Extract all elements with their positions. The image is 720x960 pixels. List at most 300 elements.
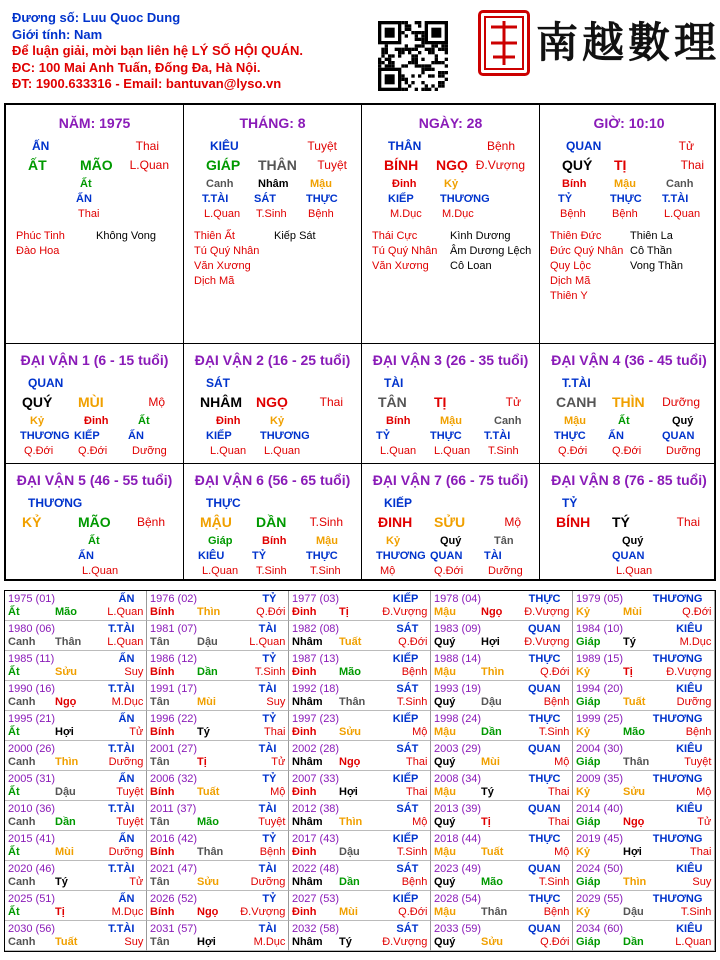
year-can: Bính bbox=[150, 666, 175, 678]
star-left: Thiên Y bbox=[550, 290, 588, 302]
hidden-can: Mậu bbox=[310, 178, 332, 190]
year-cell bbox=[5, 891, 147, 921]
year-label: 1993 (19) bbox=[434, 683, 482, 695]
header-line: Để luận giải, mời bạn liên hệ LÝ SỐ HỘI QUÁN. bbox=[12, 43, 303, 58]
year-label: 2012 (38) bbox=[292, 803, 340, 815]
hidden-state: Thai bbox=[78, 208, 100, 220]
year-chi: Mùi bbox=[623, 606, 642, 618]
year-state: Dưỡng bbox=[108, 756, 144, 768]
year-label: 1990 (16) bbox=[8, 683, 56, 695]
year-can: Ất bbox=[8, 846, 20, 858]
year-can: Kỷ bbox=[576, 666, 591, 678]
dv-hidden-can: Tân bbox=[494, 535, 514, 547]
year-state: L.Quan bbox=[107, 636, 144, 648]
hidden-thap: THỰC bbox=[306, 193, 338, 205]
year-label: 1984 (10) bbox=[576, 623, 624, 635]
star-right: Kiếp Sát bbox=[274, 230, 316, 242]
year-state: Suy bbox=[692, 876, 712, 888]
year-label: 2034 (60) bbox=[576, 923, 624, 935]
year-state: Suy bbox=[266, 696, 286, 708]
year-state: Tuyệt bbox=[684, 756, 712, 768]
year-label: 2006 (32) bbox=[150, 773, 198, 785]
hidden-thap: T.TÀI bbox=[202, 193, 229, 205]
dv-hidden-state: Dưỡng bbox=[132, 445, 167, 457]
year-chi: Sửu bbox=[339, 726, 362, 738]
year-can: Nhâm bbox=[292, 696, 323, 708]
year-can: Mậu bbox=[434, 726, 456, 738]
year-thap: KIÊU bbox=[676, 923, 703, 935]
year-state: Đ.Vượng bbox=[382, 606, 428, 618]
year-cell bbox=[5, 681, 147, 711]
dv-hidden-thap: ẤN bbox=[128, 430, 144, 442]
daivan-top: T.TÀI bbox=[562, 376, 591, 390]
year-state: T.Sinh bbox=[254, 666, 286, 678]
year-thap: KIẾP bbox=[392, 893, 419, 905]
year-chi: Dậu bbox=[623, 906, 644, 918]
year-can: Ất bbox=[8, 906, 20, 918]
year-can: Mậu bbox=[434, 906, 456, 918]
year-state: M.Dục bbox=[111, 696, 144, 708]
year-state: Q.Đới bbox=[256, 606, 286, 618]
daivan-title: ĐẠI VẬN 1 (6 - 15 tuổi) bbox=[20, 352, 169, 368]
year-label: 2016 (42) bbox=[150, 833, 198, 845]
star-right: Kình Dương bbox=[450, 230, 511, 242]
daivan-2 bbox=[184, 464, 362, 579]
year-can: Đinh bbox=[292, 666, 317, 678]
year-can: Canh bbox=[8, 936, 36, 948]
year-table bbox=[4, 590, 716, 952]
year-chi: Thân bbox=[481, 906, 508, 918]
year-thap: KIÊU bbox=[676, 863, 703, 875]
year-thap: T.TÀI bbox=[108, 863, 135, 875]
year-can: Canh bbox=[8, 696, 36, 708]
year-label: 1981 (07) bbox=[150, 623, 198, 635]
year-thap: KIẾP bbox=[392, 773, 419, 785]
hidden-state: Bệnh bbox=[308, 208, 334, 220]
pillar-4 bbox=[540, 105, 718, 343]
year-chi: Dậu bbox=[481, 696, 502, 708]
hidden-thap: ẤN bbox=[76, 193, 92, 205]
daivan-chi: MÃO bbox=[78, 514, 111, 530]
dv-hidden-can: Quý bbox=[622, 535, 644, 547]
year-state: M.Dục bbox=[679, 636, 712, 648]
year-label: 2011 (37) bbox=[150, 803, 197, 815]
hidden-state: T.Sinh bbox=[256, 208, 287, 220]
year-can: Mậu bbox=[434, 666, 456, 678]
year-state: M.Dục bbox=[111, 906, 144, 918]
year-thap: TÀI bbox=[258, 683, 277, 695]
year-thap: TÀI bbox=[258, 923, 277, 935]
hidden-state: Bệnh bbox=[612, 208, 638, 220]
year-can: Kỷ bbox=[576, 906, 591, 918]
year-thap: ẤN bbox=[118, 713, 135, 725]
year-state: Bệnh bbox=[401, 666, 428, 678]
daivan-state: Thai bbox=[676, 515, 700, 529]
year-label: 2033 (59) bbox=[434, 923, 482, 935]
dv-hidden-state: L.Quan bbox=[202, 565, 239, 577]
year-thap: KIÊU bbox=[676, 683, 703, 695]
dv-hidden-thap: TÀI bbox=[484, 550, 502, 562]
dv-hidden-thap: THỰC bbox=[306, 550, 338, 562]
year-cell bbox=[573, 711, 715, 741]
year-state: T.Sinh bbox=[538, 876, 570, 888]
year-cell bbox=[573, 831, 715, 861]
year-state: Tuyệt bbox=[116, 816, 144, 828]
pillar-chi-state: L.Quan bbox=[129, 158, 169, 172]
dv-hidden-state: Q.Đới bbox=[24, 445, 54, 457]
daivan-top: THỰC bbox=[206, 496, 241, 510]
dv-hidden-thap: QUAN bbox=[662, 430, 695, 442]
year-can: Nhâm bbox=[292, 756, 323, 768]
year-chi: Hợi bbox=[197, 936, 216, 948]
year-label: 2025 (51) bbox=[8, 893, 56, 905]
year-state: L.Quan bbox=[675, 936, 712, 948]
year-cell bbox=[573, 801, 715, 831]
header-line: ĐT: 1900.633316 - Email: bantuvan@lyso.vn bbox=[12, 76, 282, 91]
year-chi: Dần bbox=[623, 936, 644, 948]
year-thap: QUAN bbox=[528, 743, 561, 755]
year-thap: TỶ bbox=[262, 713, 277, 725]
dv-hidden-thap: KIẾP bbox=[206, 430, 232, 442]
year-can: Giáp bbox=[576, 936, 601, 948]
year-cell bbox=[289, 801, 431, 831]
year-chi: Thân bbox=[55, 636, 82, 648]
dv-hidden-can: Quý bbox=[440, 535, 462, 547]
year-can: Canh bbox=[8, 876, 36, 888]
daivan-state: Thai bbox=[319, 395, 343, 409]
year-state: T.Sinh bbox=[396, 846, 428, 858]
year-state: Tuyệt bbox=[116, 786, 144, 798]
pillar-top-state: Tuyệt bbox=[307, 139, 337, 153]
year-cell bbox=[431, 831, 573, 861]
year-can: Nhâm bbox=[292, 636, 323, 648]
year-cell bbox=[289, 891, 431, 921]
year-thap: SÁT bbox=[396, 743, 419, 755]
year-label: 2007 (33) bbox=[292, 773, 340, 785]
dv-hidden-can: Quý bbox=[672, 415, 694, 427]
year-cell bbox=[573, 861, 715, 891]
year-label: 1987 (13) bbox=[292, 653, 340, 665]
daivan-can: TÂN bbox=[378, 394, 407, 410]
dv-hidden-state: Dưỡng bbox=[488, 565, 523, 577]
year-cell bbox=[431, 681, 573, 711]
daivan-can: ĐINH bbox=[378, 514, 413, 530]
daivan-can: MẬU bbox=[200, 514, 232, 530]
year-thap: THỰC bbox=[528, 713, 561, 725]
pillar-title: NGÀY: 28 bbox=[418, 115, 483, 131]
year-label: 2013 (39) bbox=[434, 803, 482, 815]
year-chi: Dần bbox=[339, 876, 360, 888]
seal-stamp bbox=[478, 10, 530, 76]
year-label: 2026 (52) bbox=[150, 893, 198, 905]
daivan-2 bbox=[184, 344, 362, 463]
dv-hidden-state: T.Sinh bbox=[488, 445, 519, 457]
year-can: Bính bbox=[150, 846, 175, 858]
dv-hidden-state: T.Sinh bbox=[256, 565, 287, 577]
star-left: Đào Hoa bbox=[16, 245, 60, 257]
year-cell bbox=[5, 771, 147, 801]
year-thap: TỶ bbox=[262, 773, 277, 785]
dv-hidden-thap: THƯƠNG bbox=[376, 550, 426, 562]
year-thap: THỰC bbox=[528, 833, 561, 845]
year-cell bbox=[431, 741, 573, 771]
dv-hidden-can: Mậu bbox=[564, 415, 586, 427]
year-can: Đinh bbox=[292, 846, 317, 858]
dv-hidden-state: Dưỡng bbox=[666, 445, 701, 457]
daivan-4 bbox=[540, 344, 718, 463]
year-cell bbox=[5, 591, 147, 621]
year-state: Mộ bbox=[696, 786, 712, 798]
dv-hidden-thap: THỰC bbox=[430, 430, 462, 442]
pillar-top-thap: KIÊU bbox=[210, 139, 239, 153]
daivan-chi: DẦN bbox=[256, 514, 287, 530]
year-cell bbox=[289, 621, 431, 651]
year-thap: TÀI bbox=[258, 743, 277, 755]
year-thap: ẤN bbox=[118, 593, 135, 605]
year-chi: Tý bbox=[339, 936, 352, 948]
daivan-state: Tử bbox=[505, 395, 521, 409]
year-state: Đ.Vượng bbox=[524, 636, 570, 648]
year-thap: QUAN bbox=[528, 683, 561, 695]
year-state: Q.Đới bbox=[540, 666, 570, 678]
year-label: 2000 (26) bbox=[8, 743, 56, 755]
year-cell bbox=[289, 651, 431, 681]
dv-hidden-can: Kỷ bbox=[270, 415, 285, 427]
year-cell bbox=[431, 711, 573, 741]
dv-hidden-state: Q.Đới bbox=[78, 445, 108, 457]
year-state: Đ.Vượng bbox=[382, 936, 428, 948]
year-label: 1975 (01) bbox=[8, 593, 56, 605]
star-left: Tú Quý Nhân bbox=[372, 245, 438, 257]
hidden-thap: TỶ bbox=[558, 193, 573, 205]
star-left: Văn Xương bbox=[372, 260, 429, 272]
year-chi: Thìn bbox=[197, 606, 221, 618]
year-thap: THƯƠNG bbox=[652, 833, 703, 845]
pillar-chi: MÃO bbox=[80, 157, 113, 173]
star-right: Không Vong bbox=[96, 230, 156, 242]
year-can: Quý bbox=[434, 936, 456, 948]
pillar-title: GIỜ: 10:10 bbox=[593, 115, 665, 131]
year-thap: KIẾP bbox=[392, 833, 419, 845]
daivan-chi: SỬU bbox=[434, 514, 466, 530]
star-left: Đức Quý Nhân bbox=[550, 245, 624, 257]
year-state: Thai bbox=[689, 846, 712, 858]
star-right: Âm Dương Lệch bbox=[450, 245, 532, 257]
year-cell bbox=[573, 921, 715, 951]
year-label: 2005 (31) bbox=[8, 773, 56, 785]
pillar-title: THÁNG: 8 bbox=[239, 115, 306, 131]
star-right: Thiên La bbox=[630, 230, 673, 242]
year-cell bbox=[431, 591, 573, 621]
year-label: 2031 (57) bbox=[150, 923, 198, 935]
year-thap: QUAN bbox=[528, 863, 561, 875]
year-cell bbox=[147, 741, 289, 771]
daivan-chi: TÝ bbox=[612, 514, 630, 530]
year-label: 1997 (23) bbox=[292, 713, 340, 725]
year-state: Tử bbox=[129, 876, 144, 888]
year-cell bbox=[289, 681, 431, 711]
year-can: Tân bbox=[150, 756, 170, 768]
year-can: Kỷ bbox=[576, 786, 591, 798]
year-cell bbox=[431, 771, 573, 801]
year-state: Thai bbox=[547, 816, 570, 828]
year-state: Q.Đới bbox=[398, 906, 428, 918]
year-cell bbox=[289, 591, 431, 621]
hidden-state: L.Quan bbox=[204, 208, 241, 220]
year-thap: THỰC bbox=[528, 773, 561, 785]
dv-hidden-state: L.Quan bbox=[434, 445, 471, 457]
dv-hidden-can: Kỷ bbox=[386, 535, 401, 547]
daivan-state: T.Sinh bbox=[309, 515, 343, 529]
year-label: 2022 (48) bbox=[292, 863, 340, 875]
year-cell bbox=[573, 771, 715, 801]
year-chi: Hợi bbox=[55, 726, 74, 738]
year-chi: Thân bbox=[197, 846, 224, 858]
year-chi: Thìn bbox=[623, 876, 647, 888]
daivan-title: ĐẠI VẬN 8 (76 - 85 tuổi) bbox=[551, 472, 707, 488]
dv-hidden-state: L.Quan bbox=[210, 445, 247, 457]
year-chi: Hợi bbox=[481, 636, 500, 648]
pillar-top-thap: ẤN bbox=[32, 139, 50, 153]
year-label: 2002 (28) bbox=[292, 743, 340, 755]
year-label: 1989 (15) bbox=[576, 653, 624, 665]
year-state: Q.Đới bbox=[398, 636, 428, 648]
star-left: Tú Quý Nhân bbox=[194, 245, 260, 257]
daivan-chi: NGỌ bbox=[256, 394, 288, 410]
year-cell bbox=[147, 891, 289, 921]
year-thap: T.TÀI bbox=[108, 803, 135, 815]
year-state: T.Sinh bbox=[538, 726, 570, 738]
daivan-title: ĐẠI VẬN 6 (56 - 65 tuổi) bbox=[194, 472, 351, 488]
pillar-top-state: Bệnh bbox=[486, 139, 515, 153]
dv-hidden-can: Ất bbox=[88, 535, 100, 547]
star-left: Quy Lộc bbox=[550, 260, 591, 272]
year-thap: QUAN bbox=[528, 803, 561, 815]
year-can: Bính bbox=[150, 786, 175, 798]
year-thap: SÁT bbox=[396, 923, 419, 935]
daivan-3 bbox=[362, 464, 540, 579]
year-thap: T.TÀI bbox=[108, 923, 135, 935]
dv-hidden-thap: THỰC bbox=[554, 430, 586, 442]
year-cell bbox=[431, 861, 573, 891]
year-cell bbox=[573, 621, 715, 651]
year-label: 2008 (34) bbox=[434, 773, 482, 785]
year-thap: T.TÀI bbox=[108, 623, 135, 635]
year-chi: Tý bbox=[197, 726, 210, 738]
year-chi: Ngọ bbox=[623, 816, 645, 828]
year-chi: Ngọ bbox=[55, 696, 77, 708]
year-chi: Sửu bbox=[623, 786, 646, 798]
year-chi: Tị bbox=[197, 756, 207, 768]
daivan-top: KIẾP bbox=[384, 496, 413, 510]
year-thap: THƯƠNG bbox=[652, 893, 703, 905]
year-label: 2019 (45) bbox=[576, 833, 624, 845]
year-cell bbox=[289, 741, 431, 771]
hidden-state: L.Quan bbox=[664, 208, 701, 220]
year-chi: Ngọ bbox=[339, 756, 361, 768]
year-chi: Tị bbox=[339, 606, 349, 618]
year-label: 2021 (47) bbox=[150, 863, 198, 875]
year-cell bbox=[147, 621, 289, 651]
year-chi: Tuất bbox=[623, 696, 646, 708]
year-can: Đinh bbox=[292, 606, 317, 618]
year-state: Bệnh bbox=[401, 876, 428, 888]
dv-hidden-can: Đinh bbox=[216, 415, 241, 427]
bazi-chart bbox=[4, 103, 716, 581]
year-cell bbox=[5, 831, 147, 861]
daivan-top: QUAN bbox=[28, 376, 64, 390]
year-label: 2009 (35) bbox=[576, 773, 624, 785]
year-chi: Mùi bbox=[197, 696, 216, 708]
year-can: Mậu bbox=[434, 606, 456, 618]
year-chi: Mão bbox=[55, 606, 77, 618]
header-line: Giới tính: Nam bbox=[12, 26, 103, 42]
year-can: Tân bbox=[150, 816, 170, 828]
year-cell bbox=[147, 831, 289, 861]
year-can: Ất bbox=[8, 786, 20, 798]
year-chi: Hợi bbox=[623, 846, 642, 858]
year-state: M.Dục bbox=[253, 936, 286, 948]
year-label: 2017 (43) bbox=[292, 833, 340, 845]
year-cell bbox=[147, 801, 289, 831]
daivan-1 bbox=[6, 464, 184, 579]
year-can: Tân bbox=[150, 636, 170, 648]
year-cell bbox=[431, 891, 573, 921]
pillar-chi-state: Đ.Vượng bbox=[475, 158, 525, 172]
year-thap: TỶ bbox=[262, 833, 277, 845]
daivan-row-1 bbox=[6, 343, 714, 463]
year-state: Tuyệt bbox=[258, 816, 286, 828]
year-thap: THƯƠNG bbox=[652, 593, 703, 605]
year-cell bbox=[147, 921, 289, 951]
year-chi: Thân bbox=[339, 696, 366, 708]
pillar-chi-state: Tuyệt bbox=[317, 158, 347, 172]
star-left: Văn Xương bbox=[194, 260, 251, 272]
year-can: Ất bbox=[8, 666, 20, 678]
year-can: Quý bbox=[434, 816, 456, 828]
dv-hidden-thap: THƯƠNG bbox=[20, 430, 70, 442]
year-thap: KIẾP bbox=[392, 593, 419, 605]
dv-hidden-can: Giáp bbox=[208, 535, 233, 547]
year-state: Bệnh bbox=[259, 846, 286, 858]
hidden-can: Bính bbox=[562, 178, 587, 190]
dv-hidden-thap: ẤN bbox=[78, 550, 94, 562]
pillar-chi: THÂN bbox=[258, 157, 297, 173]
pillar-top-state: Thai bbox=[135, 139, 159, 153]
year-state: Dưỡng bbox=[676, 696, 712, 708]
year-label: 2010 (36) bbox=[8, 803, 56, 815]
daivan-title: ĐẠI VẬN 5 (46 - 55 tuổi) bbox=[16, 472, 173, 488]
year-chi: Sửu bbox=[197, 876, 220, 888]
year-label: 2030 (56) bbox=[8, 923, 56, 935]
year-label: 1998 (24) bbox=[434, 713, 482, 725]
year-can: Quý bbox=[434, 756, 456, 768]
daivan-can: CANH bbox=[556, 394, 597, 410]
year-label: 2032 (58) bbox=[292, 923, 340, 935]
year-chi: Sửu bbox=[481, 936, 504, 948]
daivan-state: Bệnh bbox=[136, 515, 165, 529]
year-cell bbox=[573, 651, 715, 681]
year-chi: Tuất bbox=[339, 636, 362, 648]
year-chi: Ngọ bbox=[197, 906, 219, 918]
daivan-4 bbox=[540, 464, 718, 579]
pillar-chi-state: Thai bbox=[680, 158, 704, 172]
year-can: Giáp bbox=[576, 696, 601, 708]
year-state: Đ.Vượng bbox=[524, 606, 570, 618]
dv-hidden-can: Bính bbox=[262, 535, 287, 547]
year-chi: Dần bbox=[197, 666, 218, 678]
year-thap: TÀI bbox=[258, 623, 277, 635]
